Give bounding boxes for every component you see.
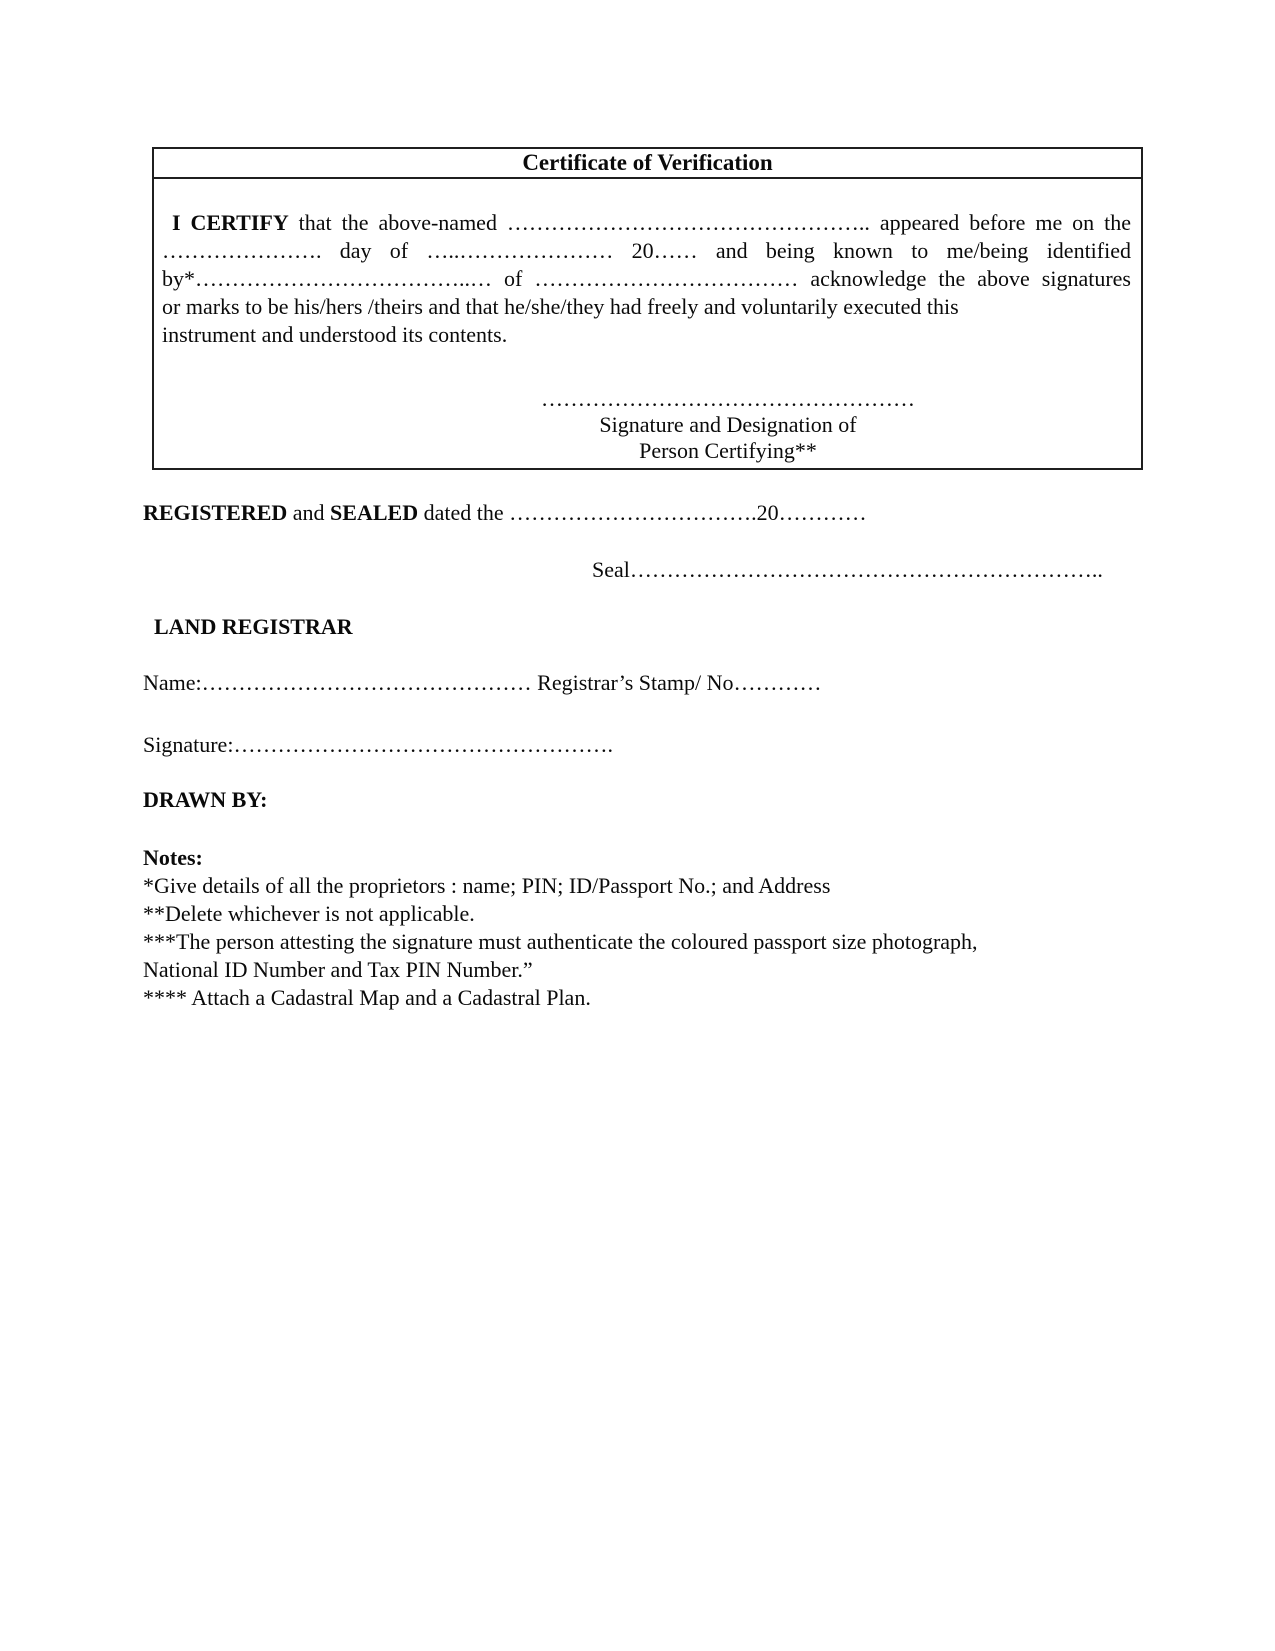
registered-sealed-line [143, 499, 867, 527]
signature-dotted-run: ……………………………………………. [233, 732, 613, 757]
certify-line-4: or marks to be his/hers /theirs and that he/she/they had freely and voluntarily executed this [162, 294, 959, 319]
certificate-body [154, 179, 1141, 468]
note-item-2: **Delete whichever is not applicable. [143, 901, 475, 926]
note-item-1: *Give details of all the proprietors : name; PIN; ID/Passport No.; and Address [143, 873, 831, 898]
certify-line-5: instrument and understood its contents. [162, 322, 508, 347]
registrar-name-line [143, 669, 822, 697]
certificate-box [152, 147, 1143, 470]
certifier-signature-caption-line-1: Signature and Designation of [599, 412, 857, 437]
drawn-by-heading: DRAWN BY: [143, 787, 268, 812]
signature-label: Signature: [143, 732, 234, 757]
registrar-signature-line [143, 731, 613, 759]
notes-block [143, 844, 1153, 1012]
name-label: Name: [143, 670, 202, 695]
certify-keyword: I CERTIFY [162, 210, 289, 235]
land-registrar-heading: LAND REGISTRAR [154, 614, 353, 639]
certifier-signature-dotted-line: …………………………………………… [541, 386, 915, 411]
registered-keyword: REGISTERED [143, 500, 288, 525]
sealed-keyword: SEALED [330, 500, 419, 525]
registered-mid-text: and [287, 500, 331, 525]
certificate-title: Certificate of Verification [154, 149, 1141, 179]
certify-line-3: by*………………………………..… of ……………………………… acknowledge the above signatures [162, 266, 1131, 291]
certify-line-2: …………………. day of …..………………… 20…… and being known to me/being identified [162, 238, 1131, 263]
certify-line-1-text: that the above-named ………………………………………….. appeared before me on the [288, 210, 1131, 235]
certify-line-1 [162, 209, 1131, 237]
note-item-3-line-2: National ID Number and Tax PIN Number.” [143, 957, 533, 982]
note-item-4: **** Attach a Cadastral Map and a Cadastral Plan. [143, 985, 591, 1010]
notes-heading: Notes: [143, 845, 203, 870]
certifier-signature-caption-line-2: Person Certifying** [639, 438, 817, 463]
name-dotted-and-stamp: ……………………………………… Registrar’s Stamp/ No………… [201, 670, 822, 695]
registered-dated-text: dated the …………………………….20………… [418, 500, 867, 525]
certifier-signature-block [378, 386, 1078, 464]
note-item-3-line-1: ***The person attesting the signature must authenticate the coloured passport size photograph, [143, 929, 978, 954]
seal-line: Seal……………………………………………………….. [592, 557, 1103, 582]
